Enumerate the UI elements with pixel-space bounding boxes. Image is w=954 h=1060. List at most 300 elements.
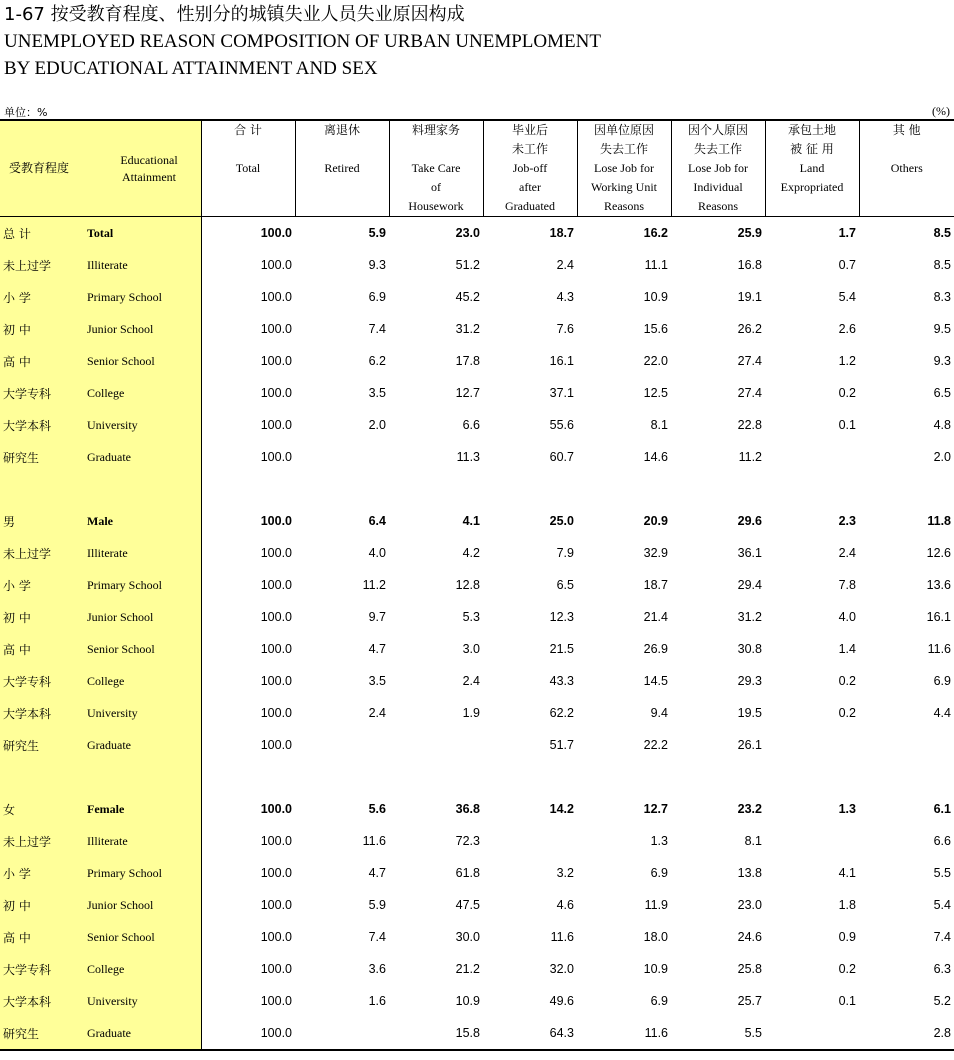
table-row [0, 249, 954, 281]
cell-lose-job-individual: 13.8 [737, 866, 762, 880]
cell-lose-job-working-unit: 9.4 [650, 706, 668, 720]
cell-land-expropriated: 0.2 [838, 962, 856, 976]
cell-job-off-after-graduated [483, 825, 577, 857]
row-label-total [0, 281, 201, 313]
cell-job-off-after-graduated: 4.3 [556, 290, 574, 304]
spacer-cell [295, 473, 389, 505]
cell-housework: 31.2 [455, 322, 480, 336]
row-label-en: Total [87, 225, 114, 240]
row-label-cn: 大学本科 [3, 418, 52, 433]
header-en-line: Reasons [698, 199, 738, 213]
table-title-en-line1: UNEMPLOYED REASON COMPOSITION OF URBAN UNEMPLOMENT [4, 31, 601, 52]
cell-housework: 21.2 [455, 962, 480, 976]
header-cn-line: 其 他 [892, 123, 921, 137]
header-en-line: Housework [408, 199, 464, 213]
table-row [0, 665, 954, 697]
unit-label-en: (%) [932, 104, 950, 118]
cell-others: 6.5 [933, 386, 951, 400]
cell-job-off-after-graduated: 51.7 [549, 738, 574, 752]
cell-job-off-after-graduated: 14.2 [549, 802, 574, 816]
cell-job-off-after-graduated: 21.5 [549, 642, 574, 656]
cell-job-off-after-graduated: 11.6 [550, 930, 574, 944]
cell-housework: 47.5 [455, 898, 480, 912]
row-label-male [0, 601, 201, 633]
header-cn-line: 合 计 [234, 123, 262, 137]
table-body [0, 217, 954, 1051]
spacer-cell [389, 761, 483, 793]
row-label-total [0, 313, 201, 345]
cell-job-off-after-graduated: 25.0 [549, 514, 574, 528]
cell-total: 100.0 [260, 386, 292, 400]
cell-total: 100.0 [260, 930, 292, 944]
cell-lose-job-individual: 8.1 [744, 834, 762, 848]
header-en-line: Reasons [604, 199, 644, 213]
cell-housework: 72.3 [455, 834, 480, 848]
cell-lose-job-working-unit: 11.9 [644, 898, 668, 912]
spacer-cell [671, 761, 765, 793]
row-label-en: Illiterate [87, 257, 128, 272]
row-label-male [0, 633, 201, 665]
cell-job-off-after-graduated: 16.1 [549, 354, 574, 368]
table-row [0, 633, 954, 665]
cell-lose-job-individual: 25.7 [737, 994, 762, 1008]
cell-housework: 4.2 [462, 546, 480, 560]
cell-retired: 2.4 [368, 706, 386, 720]
header-cn-line: 因个人原因 [687, 123, 748, 137]
header-row [0, 120, 954, 217]
header-cn-line: 未工作 [511, 142, 548, 156]
table-row [0, 889, 954, 921]
cell-retired: 4.7 [368, 866, 386, 880]
header-edu-en-line: Attainment [122, 169, 176, 184]
cell-others: 5.2 [933, 994, 951, 1008]
row-label-female [0, 985, 201, 1017]
cell-land-expropriated: 0.1 [838, 418, 856, 432]
cell-housework: 12.7 [455, 386, 480, 400]
cell-total: 100.0 [260, 578, 292, 592]
cell-housework: 36.8 [455, 802, 480, 816]
cell-total: 100.0 [260, 290, 292, 304]
table-row [0, 345, 954, 377]
row-label-male [0, 537, 201, 569]
spacer-cell [577, 761, 671, 793]
row-label-en: Primary School [87, 865, 162, 880]
cell-retired: 5.6 [368, 802, 386, 816]
row-label-cn: 大学专科 [3, 962, 52, 977]
cell-retired: 7.4 [368, 322, 386, 336]
row-label-cn: 未上过学 [3, 258, 52, 273]
cell-housework: 2.4 [462, 674, 480, 688]
cell-lose-job-working-unit: 6.9 [650, 994, 668, 1008]
row-label-en: Junior School [87, 321, 154, 336]
cell-housework: 51.2 [455, 258, 480, 272]
header-en-line: Expropriated [780, 180, 844, 194]
cell-lose-job-working-unit: 22.0 [643, 354, 668, 368]
cell-others [859, 729, 954, 761]
cell-total: 100.0 [260, 642, 292, 656]
row-label-en: Graduate [87, 449, 131, 464]
cell-lose-job-working-unit: 8.1 [650, 418, 668, 432]
row-label-cn: 女 [3, 802, 16, 817]
cell-land-expropriated: 2.3 [838, 514, 856, 528]
cell-lose-job-working-unit: 10.9 [643, 962, 668, 976]
cell-retired [295, 441, 389, 473]
cell-land-expropriated: 1.7 [838, 226, 856, 240]
row-label-cn: 研究生 [3, 450, 40, 465]
cell-land-expropriated [765, 825, 859, 857]
table-row [0, 377, 954, 409]
table-row [0, 825, 954, 857]
cell-job-off-after-graduated: 32.0 [549, 962, 574, 976]
header-cn-line: 失去工作 [599, 142, 648, 156]
cell-lose-job-working-unit: 32.9 [643, 546, 668, 560]
cell-others: 11.6 [927, 642, 951, 656]
cell-lose-job-individual: 27.4 [737, 354, 762, 368]
cell-land-expropriated: 0.1 [838, 994, 856, 1008]
header-total [201, 120, 295, 217]
cell-lose-job-working-unit: 18.7 [643, 578, 668, 592]
unit-row [0, 102, 954, 120]
cell-lose-job-working-unit: 14.6 [643, 450, 668, 464]
cell-lose-job-individual: 22.8 [737, 418, 762, 432]
header-en-line: after [519, 180, 541, 194]
row-label-cn: 初 中 [3, 610, 31, 625]
cell-job-off-after-graduated: 55.6 [549, 418, 574, 432]
row-label-female [0, 921, 201, 953]
group-spacer [0, 761, 954, 793]
cell-lose-job-individual: 26.1 [737, 738, 762, 752]
row-label-male [0, 665, 201, 697]
row-label-en: Graduate [87, 1025, 131, 1040]
cell-housework: 11.3 [456, 450, 480, 464]
cell-retired: 5.9 [368, 226, 386, 240]
cell-others: 6.3 [933, 962, 951, 976]
header-en-line: Others [890, 161, 923, 175]
group-spacer [0, 473, 954, 505]
cell-retired: 6.9 [368, 290, 386, 304]
cell-total: 100.0 [260, 610, 292, 624]
spacer-label [0, 473, 201, 505]
header-en-line: Individual [693, 180, 743, 194]
row-label-en: University [87, 417, 138, 432]
cell-lose-job-individual: 31.2 [737, 610, 762, 624]
header-edu-en [101, 152, 197, 186]
cell-lose-job-working-unit: 16.2 [643, 226, 668, 240]
cell-retired: 4.7 [368, 642, 386, 656]
cell-others: 2.8 [859, 1017, 954, 1050]
row-label-cn: 小 学 [3, 290, 31, 305]
cell-housework: 1.9 [462, 706, 480, 720]
cell-lose-job-individual: 25.9 [737, 226, 762, 240]
cell-job-off-after-graduated: 60.7 [549, 450, 574, 464]
row-label-en: Junior School [87, 897, 154, 912]
row-label-cn: 小 学 [3, 866, 31, 881]
cell-lose-job-individual: 27.4 [737, 386, 762, 400]
header-en-line: Total [235, 161, 261, 175]
row-label-male [0, 505, 201, 537]
cell-housework: 3.0 [462, 642, 480, 656]
cell-housework: 5.3 [462, 610, 480, 624]
cell-total: 100.0 [260, 258, 292, 272]
cell-housework: 30.0 [455, 930, 480, 944]
cell-lose-job-individual: 16.8 [737, 258, 762, 272]
header-en-line: Retired [324, 161, 360, 175]
row-label-en: University [87, 705, 138, 720]
cell-lose-job-individual: 36.1 [737, 546, 762, 560]
header-en-line: of [431, 180, 441, 194]
header-cn-line: 毕业后 [511, 123, 548, 137]
cell-total: 100.0 [260, 866, 292, 880]
row-label-cn: 高 中 [3, 354, 31, 369]
cell-retired: 3.5 [368, 386, 386, 400]
cell-job-off-after-graduated: 62.2 [549, 706, 574, 720]
header-others [859, 120, 954, 217]
row-label-cn: 初 中 [3, 898, 31, 913]
cell-lose-job-working-unit: 11.6 [577, 1017, 671, 1050]
row-label-cn: 初 中 [3, 322, 31, 337]
table-row [0, 697, 954, 729]
header-job-off-after-graduated [483, 120, 577, 217]
header-lose-job-individual [671, 120, 765, 217]
cell-lose-job-individual: 5.5 [671, 1017, 765, 1050]
row-label-en: College [87, 385, 125, 400]
cell-retired: 5.9 [368, 898, 386, 912]
cell-lose-job-individual: 29.4 [737, 578, 762, 592]
cell-lose-job-individual: 19.5 [737, 706, 762, 720]
row-label-total [0, 345, 201, 377]
cell-housework: 61.8 [455, 866, 480, 880]
cell-lose-job-working-unit: 21.4 [643, 610, 668, 624]
row-label-en: Senior School [87, 929, 155, 944]
cell-lose-job-working-unit: 20.9 [643, 514, 668, 528]
cell-total: 100.0 [260, 834, 292, 848]
cell-others: 7.4 [933, 930, 951, 944]
cell-land-expropriated: 0.7 [838, 258, 856, 272]
cell-total: 100.0 [260, 546, 292, 560]
cell-others: 9.5 [933, 322, 951, 336]
header-en-line: Take Care [411, 161, 461, 175]
cell-retired: 9.7 [368, 610, 386, 624]
cell-land-expropriated [765, 729, 859, 761]
cell-lose-job-individual: 24.6 [737, 930, 762, 944]
cell-others: 2.0 [933, 450, 951, 464]
row-label-female [0, 793, 201, 825]
row-label-en: College [87, 673, 125, 688]
cell-land-expropriated: 1.2 [838, 354, 856, 368]
row-label-cn: 未上过学 [3, 834, 52, 849]
table-row [0, 505, 954, 537]
table-row [0, 281, 954, 313]
cell-others: 12.6 [926, 546, 951, 560]
row-label-cn: 高 中 [3, 642, 31, 657]
row-label-female [0, 1017, 201, 1050]
row-label-cn: 高 中 [3, 930, 31, 945]
cell-job-off-after-graduated: 7.6 [556, 322, 574, 336]
spacer-cell [389, 473, 483, 505]
data-table [0, 119, 954, 1051]
spacer-label [0, 761, 201, 793]
spacer-cell [201, 473, 295, 505]
row-label-total [0, 249, 201, 281]
row-label-total [0, 217, 201, 250]
cell-total: 100.0 [260, 674, 292, 688]
spacer-cell [859, 473, 954, 505]
table-row [0, 793, 954, 825]
table-row [0, 441, 954, 473]
row-label-total [0, 441, 201, 473]
cell-total: 100.0 [260, 994, 292, 1008]
cell-job-off-after-graduated: 43.3 [549, 674, 574, 688]
header-en-line: Graduated [505, 199, 555, 213]
cell-retired: 6.4 [368, 514, 386, 528]
cell-land-expropriated: 2.4 [838, 546, 856, 560]
table-row [0, 217, 954, 250]
cell-land-expropriated: 4.0 [838, 610, 856, 624]
cell-retired: 2.0 [368, 418, 386, 432]
cell-land-expropriated: 5.4 [838, 290, 856, 304]
spacer-cell [765, 473, 859, 505]
cell-total: 100.0 [260, 802, 292, 816]
cell-land-expropriated [765, 1017, 859, 1050]
row-label-cn: 男 [3, 514, 16, 529]
cell-housework [389, 729, 483, 761]
cell-lose-job-working-unit: 11.1 [644, 258, 668, 272]
table-row [0, 857, 954, 889]
cell-lose-job-working-unit: 1.3 [650, 834, 668, 848]
row-label-male [0, 569, 201, 601]
header-cn-line: 料理家务 [411, 123, 460, 137]
cell-lose-job-individual: 23.2 [737, 802, 762, 816]
table-title-cn: 1-67 按受教育程度、性别分的城镇失业人员失业原因构成 [4, 4, 465, 25]
cell-lose-job-individual: 29.6 [737, 514, 762, 528]
row-label-total [0, 377, 201, 409]
cell-land-expropriated: 7.8 [838, 578, 856, 592]
row-label-en: College [87, 961, 125, 976]
row-label-male [0, 729, 201, 761]
cell-land-expropriated: 1.8 [838, 898, 856, 912]
row-label-en: Senior School [87, 353, 155, 368]
row-label-en: Senior School [87, 641, 155, 656]
cell-others: 8.5 [933, 258, 951, 272]
cell-lose-job-individual: 19.1 [737, 290, 762, 304]
cell-retired: 9.3 [368, 258, 386, 272]
cell-lose-job-working-unit: 12.5 [643, 386, 668, 400]
cell-lose-job-individual: 26.2 [737, 322, 762, 336]
cell-lose-job-working-unit: 15.6 [643, 322, 668, 336]
cell-job-off-after-graduated: 64.3 [483, 1017, 577, 1050]
row-label-cn: 未上过学 [3, 546, 52, 561]
cell-total: 100.0 [201, 1017, 295, 1050]
cell-total: 100.0 [260, 962, 292, 976]
cell-land-expropriated: 4.1 [838, 866, 856, 880]
cell-retired: 4.0 [368, 546, 386, 560]
table-row [0, 729, 954, 761]
cell-total: 100.0 [260, 514, 292, 528]
cell-lose-job-working-unit: 22.2 [643, 738, 668, 752]
header-land-expropriated [765, 120, 859, 217]
spacer-cell [295, 761, 389, 793]
row-label-male [0, 697, 201, 729]
header-en-line: Job-off [512, 161, 548, 175]
cell-land-expropriated [765, 441, 859, 473]
row-label-en: Primary School [87, 577, 162, 592]
header-cn-line: 被 征 用 [790, 142, 834, 156]
cell-housework: 10.9 [455, 994, 480, 1008]
cell-housework: 15.8 [389, 1017, 483, 1050]
row-label-en: Male [87, 513, 113, 528]
cell-total: 100.0 [260, 898, 292, 912]
cell-retired: 3.5 [368, 674, 386, 688]
header-en-line: Lose Job for [594, 161, 654, 175]
spacer-cell [201, 761, 295, 793]
cell-others: 5.4 [933, 898, 951, 912]
row-label-cn: 大学本科 [3, 994, 52, 1009]
cell-lose-job-individual: 23.0 [737, 898, 762, 912]
unit-label-cn: 单位：% [4, 106, 48, 119]
cell-job-off-after-graduated: 6.5 [556, 578, 574, 592]
spacer-cell [483, 761, 577, 793]
header-cn-line: 失去工作 [693, 142, 742, 156]
cell-housework: 45.2 [455, 290, 480, 304]
row-label-en: Illiterate [87, 545, 128, 560]
cell-others: 6.9 [933, 674, 951, 688]
cell-retired: 3.6 [368, 962, 386, 976]
spacer-cell [577, 473, 671, 505]
cell-total: 100.0 [260, 354, 292, 368]
header-educational-attainment [0, 120, 201, 217]
table-row [0, 1017, 954, 1050]
cell-others: 16.1 [926, 610, 951, 624]
cell-others: 5.5 [933, 866, 951, 880]
cell-lose-job-working-unit: 26.9 [643, 642, 668, 656]
row-label-en: Primary School [87, 289, 162, 304]
table-row [0, 953, 954, 985]
row-label-cn: 大学专科 [3, 386, 52, 401]
cell-retired: 11.6 [362, 834, 386, 848]
header-housework [389, 120, 483, 217]
cell-lose-job-working-unit: 12.7 [643, 802, 668, 816]
title-block [4, 2, 601, 82]
spacer-cell [671, 473, 765, 505]
row-label-female [0, 889, 201, 921]
cell-job-off-after-graduated: 7.9 [556, 546, 574, 560]
cell-lose-job-working-unit: 6.9 [650, 866, 668, 880]
cell-lose-job-working-unit: 10.9 [643, 290, 668, 304]
header-en-line: Lose Job for [688, 161, 748, 175]
table-row [0, 409, 954, 441]
cell-others: 4.8 [933, 418, 951, 432]
row-label-en: Junior School [87, 609, 154, 624]
header-retired [295, 120, 389, 217]
table-row [0, 537, 954, 569]
cell-job-off-after-graduated: 4.6 [556, 898, 574, 912]
cell-retired [295, 1017, 389, 1050]
cell-total: 100.0 [260, 450, 292, 464]
cell-job-off-after-graduated: 2.4 [556, 258, 574, 272]
cell-job-off-after-graduated: 3.2 [556, 866, 574, 880]
row-label-cn: 研究生 [3, 1026, 40, 1041]
cell-job-off-after-graduated: 37.1 [549, 386, 574, 400]
table-row [0, 569, 954, 601]
cell-others: 8.5 [933, 226, 951, 240]
cell-total: 100.0 [260, 226, 292, 240]
cell-land-expropriated: 0.9 [838, 930, 856, 944]
cell-housework: 6.6 [462, 418, 480, 432]
cell-lose-job-working-unit: 14.5 [643, 674, 668, 688]
cell-others: 6.6 [933, 834, 951, 848]
header-cn-line: 因单位原因 [593, 123, 654, 137]
row-label-cn: 大学本科 [3, 706, 52, 721]
